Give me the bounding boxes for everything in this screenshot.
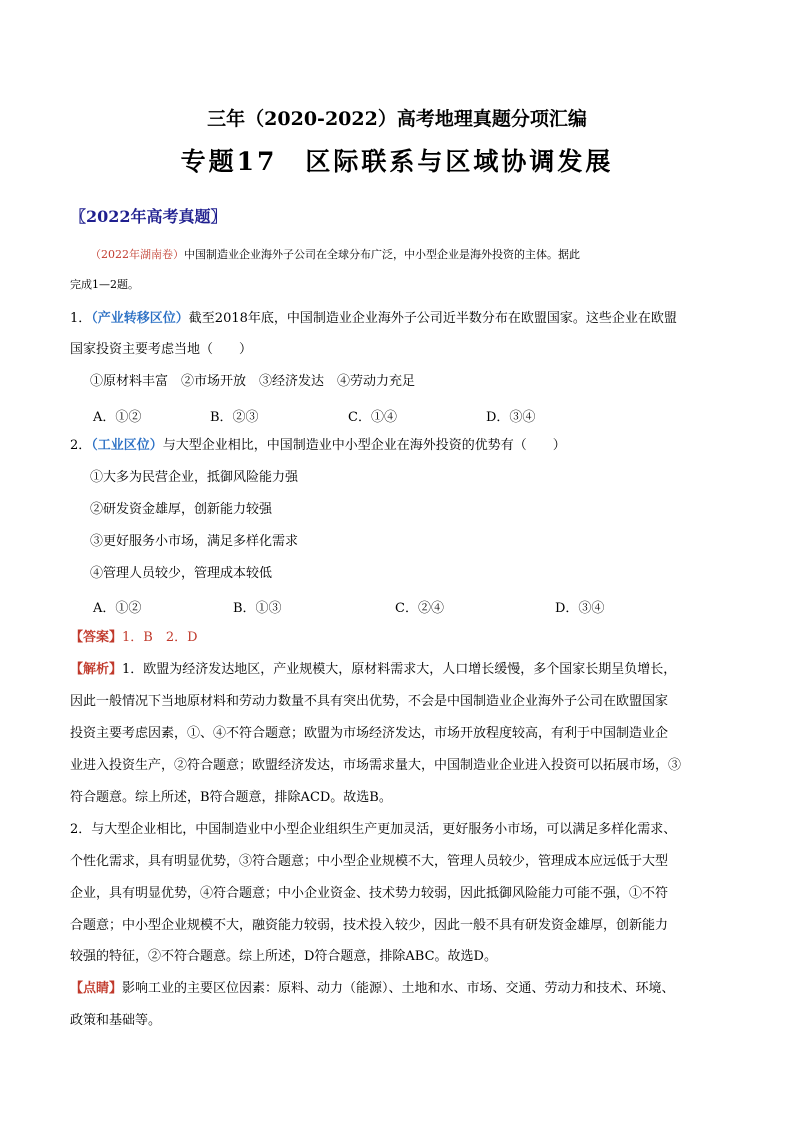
analysis-line-10: 较强的特征，②不符合题意。综上所述，D符合题意，排除ABC。故选D。 (70, 949, 497, 964)
topic-title: 专题17 区际联系与区域协调发展 (180, 147, 614, 176)
tip-label: 【点睛】 (70, 981, 123, 996)
intro-line-1 (90, 245, 580, 265)
intro-line-2: 完成1—2题。 (70, 278, 139, 291)
question-1-stem-2: 国家投资主要考虑当地（ ） (70, 342, 253, 357)
q2-statement-4: ④管理人员较少，管理成本较低 (90, 566, 273, 581)
q2-option-d[interactable]: D．③④ (555, 601, 605, 616)
question-tag: （产业转移区位） (91, 311, 189, 326)
q2-statement-1: ①大多为民营企业，抵御风险能力强 (90, 470, 299, 485)
analysis-line-9: 合题意；中小型企业规模不大，融资能力较弱，技术投入较少，因此一般不具有研发资金雄厚，创新能力 (70, 918, 669, 933)
q1-option-a[interactable]: A．①② (93, 410, 142, 425)
answer-label: 【答案】 (70, 630, 123, 645)
question-1-stem (70, 309, 677, 329)
question-tag: （工业区位） (91, 438, 163, 453)
analysis-line-3: 投资主要考虑因素，①、④不符合题意；欧盟为市场经济发达，市场开放程度较高，有利于中国制造业企 (70, 726, 669, 741)
tip-line-2: 政策和基础等。 (70, 1013, 162, 1028)
analysis-line-8: 企业，具有明显优势，④符合题意；中小企业资金、技术势力较弱，因此抵御风险能力可能不强，①不符 (70, 886, 669, 901)
question-text: 截至2018年底，中国制造业企业海外子公司近半数分布在欧盟国家。这些企业在欧盟 (188, 311, 677, 326)
analysis-line-2: 因此一般情况下当地原材料和劳动力数量不具有突出优势，不会是中国制造业企业海外子公司在欧盟国家 (70, 694, 669, 709)
analysis-text: 1．欧盟为经济发达地区，产业规模大，原材料需求大，人口增长缓慢，多个国家长期呈负增长， (122, 662, 677, 677)
analysis-label: 【解析】 (70, 662, 123, 677)
q2-option-c[interactable]: C．②④ (395, 601, 444, 616)
question-1-statements: ①原材料丰富 ②市场开放 ③经济发达 ④劳动力充足 (90, 374, 416, 389)
question-text: 与大型企业相比，中国制造业中小型企业在海外投资的优势有（ ） (162, 438, 566, 453)
analysis-line-7: 个性化需求，具有明显优势，③符合题意；中小型企业规模不大，管理人员较少，管理成本应远低于大型 (70, 854, 669, 869)
q2-option-a[interactable]: A．①② (93, 601, 142, 616)
analysis-line-5: 符合题意。综上所述，B符合题意，排除ACD。故选B。 (70, 790, 392, 805)
q2-statement-2: ②研发资金雄厚，创新能力较强 (90, 502, 273, 517)
q2-option-b[interactable]: B．①③ (233, 601, 282, 616)
q1-option-d[interactable]: D．③④ (486, 410, 536, 425)
answer-text: 1．B 2．D (122, 630, 198, 645)
q2-statement-3: ③更好服务小市场，满足多样化需求 (90, 534, 299, 549)
analysis-line-4: 业进入投资生产，②符合题意；欧盟经济发达，市场需求量大，中国制造业企业进入投资可以拓展市场，③ (70, 758, 682, 773)
intro-text: 中国制造业企业海外子公司在全球分布广泛，中小型企业是海外投资的主体。据此 (184, 248, 580, 261)
question-number: 2． (70, 438, 92, 453)
section-heading: 〖2022年高考真题〗 (70, 207, 227, 226)
q1-option-b[interactable]: B．②③ (210, 410, 259, 425)
answer-line (70, 628, 198, 648)
question-2-stem (70, 436, 566, 456)
question-number: 1． (70, 311, 92, 326)
document-title: 三年（2020-2022）高考地理真题分项汇编 (207, 108, 587, 130)
tip-line-1 (70, 979, 675, 999)
analysis-line-6: 2．与大型企业相比，中国制造业中小型企业组织生产更加灵活，更好服务小市场，可以满足多样化需求、 (70, 822, 677, 837)
intro-source: （2022年湖南卷） (90, 248, 184, 261)
q1-option-c[interactable]: C．①④ (348, 410, 397, 425)
tip-text: 影响工业的主要区位因素：原料、动力（能源）、土地和水、市场、交通、劳动力和技术、环境、 (122, 981, 675, 996)
analysis-line-1 (70, 660, 676, 680)
